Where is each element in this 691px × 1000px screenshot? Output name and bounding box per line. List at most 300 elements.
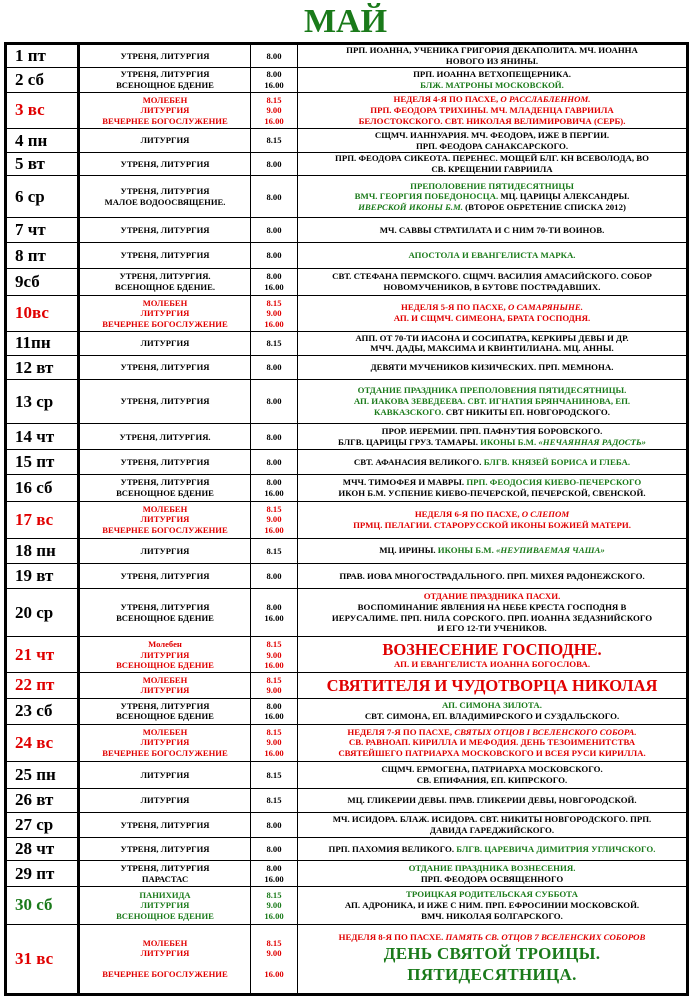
event-line: [300, 302, 684, 313]
service-line: УТРЕНЯ, ЛИТУРГИЯ.: [119, 271, 211, 282]
time-cell: [251, 218, 298, 243]
event-text: ИКОН Б.М. УСПЕНИЕ КИЕВО-ПЕЧЕРСКОЙ, ПЕЧЕРСКОЙ, СВЕНСКОЙ.: [338, 487, 646, 498]
event-text: ИВЕРСКОЙ ИКОНЫ Б.М.: [358, 202, 466, 213]
service-cell: [79, 887, 251, 924]
time-cell: [251, 44, 298, 68]
time-line: 8.15: [266, 94, 282, 105]
service-line: ВЕЧЕРНЕЕ БОГОСЛУЖЕНИЕ: [102, 747, 228, 758]
event-text: МЧЧ. ТИМОФЕЯ И МАВРЫ.: [342, 476, 467, 487]
service-line: ВЕЧЕРНЕЕ БОГОСЛУЖЕНИЕ: [102, 115, 228, 126]
service-line: УТРЕНЯ, ЛИТУРГИЯ: [120, 477, 210, 488]
service-cell: [79, 637, 251, 673]
event-line: [300, 602, 684, 613]
service-cell: [79, 380, 251, 424]
event-line: [300, 700, 684, 711]
event-line: [300, 153, 684, 164]
service-line: ЛИТУРГИЯ: [140, 649, 190, 660]
event-text: ПРП. ФЕОДОРА ОСВЯЩЕННОГО: [420, 873, 564, 884]
event-text: БЛГВ. ЦАРЕВИЧА ДИМИТРИЯ УГЛИЧСКОГО.: [456, 843, 656, 854]
event-line: [300, 69, 684, 80]
day-label: 13 ср: [6, 380, 79, 424]
event-cell: [298, 331, 688, 355]
event-line: [300, 676, 684, 695]
service-cell: [79, 861, 251, 887]
service-line: ЛИТУРГИЯ: [140, 737, 190, 748]
service-line: ЛИТУРГИЯ: [140, 545, 190, 556]
event-line: [300, 333, 684, 344]
event-text: ВОЗНЕСЕНИЕ ГОСПОДНЕ.: [382, 639, 602, 659]
event-text: БЕЛОСТОКСКОГО. СВТ. НИКОЛАЯ ВЕЛИМИРОВИЧА (СЕРБ).: [358, 115, 626, 126]
service-line: ЛИТУРГИЯ: [140, 948, 190, 959]
time-line: 16.00: [264, 524, 284, 535]
event-line: [300, 202, 684, 213]
time-line: 9.00: [266, 308, 282, 319]
schedule-rows: [6, 44, 688, 995]
event-text: ИЕРУСАЛИМЕ. ПРП. НИЛА СОРСКОГО. ПРП. ИОАННА ЗЕДАЗНИЙСКОГО: [331, 612, 653, 623]
event-cell: [298, 295, 688, 331]
service-cell: [79, 176, 251, 218]
day-label: 7 чт: [6, 218, 79, 243]
time-cell: [251, 589, 298, 637]
time-line: 8.15: [266, 795, 282, 806]
service-line: УТРЕНЯ, ЛИТУРГИЯ: [120, 50, 210, 61]
event-line: [300, 911, 684, 922]
time-line: 8.00: [266, 863, 282, 874]
event-text: СВТ НИКИТЫ ЕП. НОВГОРОДСКОГО.: [445, 407, 610, 418]
day-row: [6, 67, 688, 92]
time-line: 9.00: [266, 514, 282, 525]
event-line: [300, 426, 684, 437]
time-cell: [251, 813, 298, 838]
day-label: 6 ср: [6, 176, 79, 218]
event-line: [300, 437, 684, 448]
event-text: МЧ. ИСИДОРА. БЛАЖ. ИСИДОРА. СВТ. НИКИТЫ НОВГОРОДСКОГО. ПРП.: [332, 814, 652, 825]
service-line: МОЛЕБЕН: [142, 674, 188, 685]
time-cell: [251, 563, 298, 588]
event-line: [300, 889, 684, 900]
event-line: [300, 748, 684, 759]
event-line: [300, 250, 684, 261]
event-line: [300, 814, 684, 825]
event-line: [300, 711, 684, 722]
event-text: СВЯТЕЙШЕГО ПАТРИАРХА МОСКОВСКОГО И ВСЕЯ РУСИ КИРИЛЛА.: [338, 748, 646, 759]
day-label: 11пн: [6, 331, 79, 355]
day-label: 1 пт: [6, 44, 79, 68]
service-line: МОЛЕБЕН: [142, 726, 188, 737]
service-line: УТРЕНЯ, ЛИТУРГИЯ: [120, 186, 210, 197]
day-row: [6, 128, 688, 152]
time-line: 8.15: [266, 674, 282, 685]
service-line: ВСЕНОЩНОЕ БДЕНИЕ: [116, 711, 214, 722]
event-cell: [298, 673, 688, 698]
day-label: 12 вт: [6, 355, 79, 379]
page-title: МАЙ: [303, 3, 388, 40]
time-line: 16.00: [264, 910, 284, 921]
time-line: 9.00: [266, 685, 282, 696]
event-text: ОТДАНИЕ ПРАЗДНИКА ВОЗНЕСЕНИЯ.: [408, 862, 576, 873]
day-label: 5 вт: [6, 153, 79, 176]
time-cell: [251, 331, 298, 355]
service-cell: [79, 924, 251, 995]
event-line: [300, 571, 684, 582]
time-cell: [251, 153, 298, 176]
service-line: УТРЕНЯ, ЛИТУРГИЯ: [120, 602, 210, 613]
service-line: УТРЕНЯ, ЛИТУРГИЯ: [120, 570, 210, 581]
service-line: ЛИТУРГИЯ: [140, 135, 190, 146]
service-cell: [79, 501, 251, 538]
event-text: НЕДЕЛЯ 7-Я ПО ПАСХЕ,: [347, 726, 455, 737]
time-cell: [251, 474, 298, 501]
event-text: ВОСПОМИНАНИЕ ЯВЛЕНИЯ НА НЕБЕ КРЕСТА ГОСПОДНЯ В: [357, 601, 627, 612]
event-cell: [298, 92, 688, 128]
time-line: 8.15: [266, 889, 282, 900]
event-text: АП. И ЕВАНГЕЛИСТА ИОАННА БОГОСЛОВА.: [393, 658, 591, 669]
day-label: 29 пт: [6, 861, 79, 887]
service-line: УТРЕНЯ, ЛИТУРГИЯ: [120, 69, 210, 80]
service-line: ЛИТУРГИЯ: [140, 900, 190, 911]
time-line: 8.00: [266, 191, 282, 202]
day-label: 9сб: [6, 268, 79, 295]
time-cell: [251, 838, 298, 861]
event-cell: [298, 218, 688, 243]
day-label: 16 сб: [6, 474, 79, 501]
event-text: (ВТОРОЕ ОБРЕТЕНИЕ СПИСКА 2012): [465, 202, 626, 213]
event-text: НЕДЕЛЯ 8-Я ПО ПАСХЕ.: [338, 932, 446, 943]
event-text: НЕДЕЛЯ 4-Я ПО ПАСХЕ,: [393, 94, 501, 105]
event-cell: [298, 924, 688, 995]
day-row: [6, 153, 688, 176]
event-text: НЕДЕЛЯ 5-Я ПО ПАСХЕ,: [401, 302, 508, 313]
day-row: [6, 589, 688, 637]
event-cell: [298, 589, 688, 637]
time-line: 9.00: [266, 948, 282, 959]
time-cell: [251, 761, 298, 788]
day-label: 25 пн: [6, 761, 79, 788]
day-row: [6, 450, 688, 474]
time-line: 8.15: [266, 338, 282, 349]
event-line: [300, 141, 684, 152]
event-cell: [298, 698, 688, 724]
event-line: [300, 863, 684, 874]
time-line: 8.15: [266, 135, 282, 146]
day-label: 18 пн: [6, 538, 79, 563]
service-line: ВСЕНОЩНОЕ БДЕНИЕ: [116, 487, 214, 498]
service-line: МОЛЕБЕН: [142, 503, 188, 514]
service-line: ВСЕНОЩНОЕ БДЕНИЕ: [116, 612, 214, 623]
time-line: 8.15: [266, 726, 282, 737]
time-line: 8.00: [266, 570, 282, 581]
time-line: 8.00: [266, 431, 282, 442]
time-line: 16.00: [264, 79, 284, 90]
service-line: ПАНИХИДА: [139, 889, 191, 900]
event-text: ПРП. ПАХОМИЯ ВЕЛИКОГО.: [328, 843, 457, 854]
event-cell: [298, 788, 688, 812]
event-cell: [298, 243, 688, 268]
event-cell: [298, 128, 688, 152]
service-line: УТРЕНЯ, ЛИТУРГИЯ: [120, 225, 210, 236]
day-row: [6, 761, 688, 788]
event-text: МЦ. ГЛИКЕРИИ ДЕВЫ. ПРАВ. ГЛИКЕРИИ ДЕВЫ, НОВГОРОДСКОЙ.: [347, 795, 637, 806]
event-text: МЦ. ЦАРИЦЫ АЛЕКСАНДРЫ.: [500, 191, 630, 202]
time-cell: [251, 295, 298, 331]
time-cell: [251, 887, 298, 924]
day-label: 20 ср: [6, 589, 79, 637]
time-line: 8.00: [266, 456, 282, 467]
service-line: ЛИТУРГИЯ: [140, 795, 190, 806]
service-cell: [79, 673, 251, 698]
service-line: УТРЕНЯ, ЛИТУРГИЯ: [120, 843, 210, 854]
time-line: 16.00: [264, 612, 284, 623]
event-text: ДАВИДА ГАРЕДЖИЙСКОГО.: [429, 825, 555, 836]
time-line: 8.00: [266, 477, 282, 488]
time-line: [253, 959, 295, 970]
service-line: ЛИТУРГИЯ: [140, 514, 190, 525]
event-cell: [298, 813, 688, 838]
event-cell: [298, 761, 688, 788]
event-text: ПРП. ФЕОДОСИЯ КИЕВО-ПЕЧЕРСКОГО: [466, 476, 642, 487]
event-line: [300, 591, 684, 602]
service-line: ЛИТУРГИЯ: [140, 308, 190, 319]
event-text: ПАМЯТЬ СВ. ОТЦОВ 7 ВСЕЛЕНСКИХ СОБОРОВ: [445, 932, 646, 943]
event-text: СВТ. СТЕФАНА ПЕРМСКОГО. СЩМЧ. ВАСИЛИЯ АМАСИЙСКОГО. СОБОР: [332, 270, 652, 281]
event-text: МЦ. ИРИНЫ.: [379, 545, 438, 556]
event-cell: [298, 67, 688, 92]
event-text: «НЕЧАЯННАЯ РАДОСТЬ»: [538, 436, 646, 447]
time-line: 16.00: [264, 747, 284, 758]
event-text: ПРП. ФЕОДОРА САНАКСАРСКОГО.: [415, 140, 569, 151]
event-line: [300, 943, 684, 964]
event-line: [300, 825, 684, 836]
time-line: 8.15: [266, 769, 282, 780]
time-line: 8.00: [266, 50, 282, 61]
event-text: ПЯТИДЕСЯТНИЦА.: [407, 965, 577, 985]
service-cell: [79, 268, 251, 295]
event-text: ВМЧ. ГЕОРГИЯ ПОБЕДОНОСЦА.: [354, 191, 501, 202]
event-cell: [298, 838, 688, 861]
time-line: 9.00: [266, 649, 282, 660]
day-label: 30 сб: [6, 887, 79, 924]
service-cell: [79, 450, 251, 474]
event-cell: [298, 501, 688, 538]
service-line: ВЕЧЕРНЕЕ БОГОСЛУЖЕНИЕ: [102, 969, 228, 980]
event-text: ОТДАНИЕ ПРАЗДНИКА ПРЕПОЛОВЕНИЯ ПЯТИДЕСЯТНИЦЫ.: [357, 385, 627, 396]
event-line: [300, 225, 684, 236]
day-label: 26 вт: [6, 788, 79, 812]
event-line: [300, 737, 684, 748]
day-row: [6, 380, 688, 424]
event-line: [300, 727, 684, 738]
service-cell: [79, 243, 251, 268]
time-line: 16.00: [264, 660, 284, 671]
event-text: СЩМЧ. ЕРМОГЕНА, ПАТРИАРХА МОСКОВСКОГО.: [381, 764, 603, 775]
service-cell: [79, 424, 251, 450]
service-cell: [79, 218, 251, 243]
day-label: 21 чт: [6, 637, 79, 673]
time-cell: [251, 450, 298, 474]
event-text: МЧЧ. ДАДЫ, МАКСИМА И КВИНТИЛИАНА. МЦ. АННЫ.: [370, 343, 614, 354]
day-label: 27 ср: [6, 813, 79, 838]
event-cell: [298, 563, 688, 588]
time-line: 8.15: [266, 297, 282, 308]
service-line: УТРЕНЯ, ЛИТУРГИЯ: [120, 456, 210, 467]
event-cell: [298, 887, 688, 924]
time-line: 8.00: [266, 396, 282, 407]
time-cell: [251, 724, 298, 761]
day-row: [6, 637, 688, 673]
service-line: ВСЕНОЩНОЕ БДЕНИЕ: [116, 79, 214, 90]
time-line: 8.15: [266, 937, 282, 948]
day-row: [6, 176, 688, 218]
time-cell: [251, 355, 298, 379]
service-line: УТРЕНЯ, ЛИТУРГИЯ: [120, 250, 210, 261]
service-cell: [79, 724, 251, 761]
event-cell: [298, 450, 688, 474]
event-text: МЧ. САВВЫ СТРАТИЛАТА И С НИМ 70-ТИ ВОИНОВ.: [379, 225, 605, 236]
day-row: [6, 44, 688, 68]
service-cell: [79, 331, 251, 355]
service-cell: [79, 355, 251, 379]
service-line: УТРЕНЯ, ЛИТУРГИЯ: [120, 158, 210, 169]
day-label: 22 пт: [6, 673, 79, 698]
event-text: ОТДАНИЕ ПРАЗДНИКА ПАСХИ.: [423, 591, 561, 602]
event-text: О САМАРЯНЫНЕ.: [507, 302, 583, 313]
event-line: [300, 271, 684, 282]
event-text: ПРОР. ИЕРЕМИИ. ПРП. ПАФНУТИЯ БОРОВСКОГО.: [381, 426, 603, 437]
time-line: 8.00: [266, 250, 282, 261]
event-text: АПОСТОЛА И ЕВАНГЕЛИСТА МАРКА.: [408, 250, 576, 261]
event-line: [300, 488, 684, 499]
event-text: ПРП. ФЕОДОРА ТРИХИНЫ. МЧ. МЛАДЕНЦА ГАВРИИЛА: [370, 104, 614, 115]
time-line: 8.15: [266, 545, 282, 556]
day-row: [6, 424, 688, 450]
event-text: О СЛЕПОМ: [521, 508, 570, 519]
time-line: 9.00: [266, 105, 282, 116]
event-text: О РАССЛАБЛЕННОМ.: [500, 94, 591, 105]
event-cell: [298, 153, 688, 176]
event-line: [300, 407, 684, 418]
event-text: БЛГВ. ЦАРИЦЫ ГРУЗ. ТАМАРЫ.: [338, 436, 481, 447]
day-row: [6, 698, 688, 724]
time-line: 8.00: [266, 158, 282, 169]
time-cell: [251, 67, 298, 92]
time-cell: [251, 92, 298, 128]
service-cell: [79, 838, 251, 861]
service-line: УТРЕНЯ, ЛИТУРГИЯ: [120, 362, 210, 373]
event-line: [300, 56, 684, 67]
service-cell: [79, 538, 251, 563]
event-text: ПРП. ФЕОДОРА СИКЕОТА. ПЕРЕНЕС. МОЩЕЙ БЛГ. КН ВСЕВОЛОДА, ВО: [335, 153, 649, 164]
event-text: «НЕУПИВАЕМАЯ ЧАША»: [495, 545, 605, 556]
service-cell: [79, 563, 251, 588]
event-line: [300, 130, 684, 141]
time-line: 16.00: [264, 281, 284, 292]
event-line: [300, 640, 684, 659]
service-line: УТРЕНЯ, ЛИТУРГИЯ: [120, 863, 210, 874]
event-text: СВ. КРЕЩЕНИИ ГАВРИИЛА: [431, 164, 553, 175]
service-line: Молебен: [148, 639, 182, 650]
event-cell: [298, 176, 688, 218]
day-label: 28 чт: [6, 838, 79, 861]
day-label: 23 сб: [6, 698, 79, 724]
time-cell: [251, 698, 298, 724]
time-cell: [251, 788, 298, 812]
event-cell: [298, 44, 688, 68]
service-cell: [79, 589, 251, 637]
time-line: 8.00: [266, 69, 282, 80]
day-row: [6, 92, 688, 128]
time-line: 8.00: [266, 602, 282, 613]
day-label: 31 вс: [6, 924, 79, 995]
day-row: [6, 563, 688, 588]
service-line: ВЕЧЕРНЕЕ БОГОСЛУЖЕНИЕ: [102, 318, 228, 329]
day-label: 2 сб: [6, 67, 79, 92]
time-line: 8.15: [266, 503, 282, 514]
service-cell: [79, 67, 251, 92]
service-line: УТРЕНЯ, ЛИТУРГИЯ: [120, 700, 210, 711]
day-row: [6, 243, 688, 268]
event-text: ДЕНЬ СВЯТОЙ ТРОИЦЫ.: [383, 944, 601, 964]
time-cell: [251, 243, 298, 268]
time-line: 16.00: [264, 969, 284, 980]
service-line: ВЕЧЕРНЕЕ БОГОСЛУЖЕНИЕ: [102, 524, 228, 535]
event-text: НЕДЕЛЯ 6-Я ПО ПАСХЕ,: [414, 508, 522, 519]
event-line: [300, 874, 684, 885]
event-text: СВТ. АФАНАСИЯ ВЕЛИКОГО.: [353, 456, 484, 467]
time-line: 16.00: [264, 115, 284, 126]
time-cell: [251, 424, 298, 450]
service-line: МОЛЕБЕН: [142, 94, 188, 105]
time-cell: [251, 176, 298, 218]
day-label: 17 вс: [6, 501, 79, 538]
event-text: ДЕНЬ ТЕЗОИМЕНИТСТВА: [520, 737, 636, 748]
time-line: 8.00: [266, 700, 282, 711]
event-text: НОВОМУЧЕНИКОВ, В БУТОВЕ ПОСТРАДАВШИХ.: [383, 281, 601, 292]
event-line: [300, 457, 684, 468]
service-cell: [79, 153, 251, 176]
event-line: [300, 764, 684, 775]
day-row: [6, 474, 688, 501]
time-line: 16.00: [264, 487, 284, 498]
day-row: [6, 295, 688, 331]
event-text: ПРП. ИОАННА, УЧЕНИКА ГРИГОРИЯ ДЕКАПОЛИТА. МЧ. ИОАННА: [346, 45, 638, 56]
event-line: [300, 45, 684, 56]
time-cell: [251, 128, 298, 152]
event-text: КАВКАЗСКОГО.: [374, 407, 446, 418]
time-line: 8.00: [266, 225, 282, 236]
day-row: [6, 724, 688, 761]
time-line: 8.15: [266, 639, 282, 650]
day-row: [6, 861, 688, 887]
event-line: [300, 105, 684, 116]
event-line: [300, 116, 684, 127]
event-text: СВ. ЕПИФАНИЯ, ЕП. КИПРСКОГО.: [416, 774, 568, 785]
event-text: И ЕГО 12-ТИ УЧЕНИКОВ.: [437, 623, 547, 634]
event-text: ТРОИЦКАЯ РОДИТЕЛЬСКАЯ СУББОТА: [406, 889, 578, 900]
day-row: [6, 924, 688, 995]
day-label: 8 пт: [6, 243, 79, 268]
event-text: АП. СИМОНА ЗИЛОТА.: [442, 700, 542, 711]
time-line: 8.00: [266, 819, 282, 830]
event-text: ПРАВ. ИОВА МНОГОСТРАДАЛЬНОГО. ПРП. МИХЕЯ РАДОНЕЖСКОГО.: [339, 570, 645, 581]
time-line: 9.00: [266, 900, 282, 911]
service-line: ВСЕНОЩНОЕ БДЕНИЕ: [116, 660, 214, 671]
event-line: [300, 795, 684, 806]
event-text: ДЕВЯТИ МУЧЕНИКОВ КИЗИЧЕСКИХ. ПРП. МЕМНОНА.: [370, 362, 614, 373]
event-line: [300, 932, 684, 943]
day-row: [6, 538, 688, 563]
event-text: СВ. РАВНОАП. КИРИЛЛА И МЕФОДИЯ.: [348, 737, 521, 748]
event-line: [300, 613, 684, 624]
